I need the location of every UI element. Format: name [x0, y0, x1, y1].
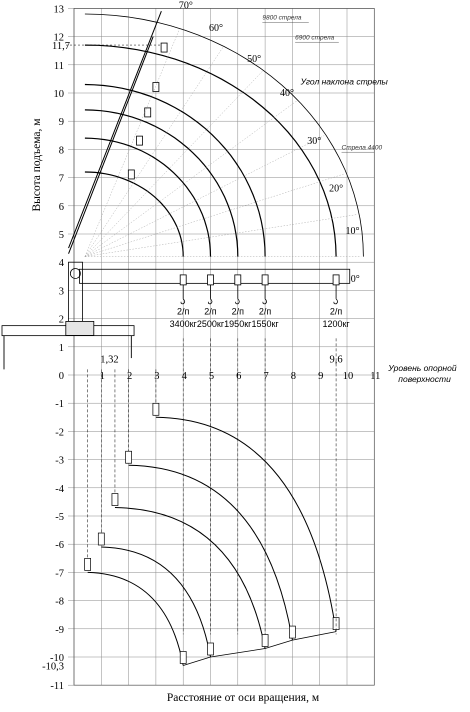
lower-hook-block — [126, 451, 132, 463]
y-tick-label: -6 — [55, 540, 64, 552]
outer-envelope-arc — [85, 14, 364, 257]
load-parts-label: 2/п — [258, 306, 272, 317]
y-tick-label: -5 — [55, 512, 64, 523]
lower-hook-block — [85, 558, 91, 570]
y-tick-label: 3 — [58, 286, 64, 298]
y-tick-label: 0 — [58, 371, 64, 382]
hook-block — [161, 43, 167, 52]
x-tick-label: 1 — [99, 371, 105, 382]
upper-working-zone — [69, 11, 364, 304]
boom-angle-label: 10° — [345, 226, 360, 237]
load-parts-label: 2/п — [177, 306, 190, 317]
lower-hook-block — [262, 635, 268, 647]
support-level-label: Уровень опорной — [388, 363, 457, 373]
y-tick-label: -11 — [50, 681, 64, 693]
y-tick-label: -10 — [50, 653, 64, 664]
axes — [42, 4, 380, 692]
x-tick-label: 4 — [181, 371, 187, 382]
load-capacity-label: 1950кг — [224, 319, 252, 330]
y-tick-label: 8 — [58, 145, 64, 157]
boom-note-4400: Стрела 4400 — [341, 144, 383, 152]
lower-hook-block — [98, 533, 104, 545]
lower-working-zone — [85, 338, 339, 665]
boom-angle-label: 30° — [307, 135, 322, 147]
hook-block — [145, 108, 151, 117]
boom-angle-label: 60° — [208, 22, 223, 34]
y-tick-label: -1 — [55, 399, 64, 411]
boom-angle-ray — [85, 47, 223, 257]
y-tick-label: 5 — [58, 230, 64, 241]
y-tick-label: 12 — [53, 32, 64, 44]
y-tick-label: -4 — [55, 483, 64, 495]
y-axis-title: Высота подъема, м — [31, 118, 43, 212]
boom-note-6900: 6900 стрела — [295, 34, 335, 42]
hook-block — [128, 170, 134, 179]
boom-angle-note: Угол наклона стрелы — [300, 76, 388, 87]
load-hook — [236, 299, 240, 304]
y-tick-label: 6 — [58, 201, 64, 213]
x-tick-label: 5 — [208, 371, 215, 382]
boom-pivot — [70, 268, 80, 278]
load-parts-label: 2/п — [231, 306, 244, 317]
x-axis-title: Расстояние от оси вращения, м — [166, 692, 320, 704]
y-tick-label: -9 — [55, 624, 64, 636]
y-special-label: -10,3 — [42, 661, 64, 673]
load-capacity-label: 3400кг — [169, 319, 197, 330]
lower-hook-block — [208, 643, 214, 655]
boom-angle-label: 20° — [329, 183, 344, 195]
boom-note-9800: 9800 стрела — [262, 14, 302, 22]
boom-angle-ray — [85, 71, 263, 256]
load-hook — [208, 299, 212, 304]
load-hook-block — [333, 275, 339, 285]
hook-block — [153, 83, 159, 92]
load-parts-label: 2/п — [329, 306, 343, 317]
lower-reach-arc — [156, 417, 336, 631]
x-special-label: 9,6 — [329, 354, 343, 366]
lower-reach-arc — [115, 508, 265, 649]
load-parts-label: 2/п — [204, 306, 217, 317]
y-tick-label: 1 — [58, 342, 64, 354]
load-hook — [334, 299, 338, 304]
x-tick-label: 8 — [290, 371, 297, 382]
load-capacity-label: 2500кг — [196, 319, 225, 330]
load-hook-block — [262, 275, 268, 285]
y-special-label: 11,7 — [52, 41, 70, 53]
load-capacity-label: 1200кг — [322, 319, 350, 330]
load-hook — [263, 299, 267, 304]
y-tick-label: -2 — [55, 427, 64, 439]
boom-angle-ray — [85, 215, 360, 257]
upper-reach-arc — [85, 110, 238, 257]
load-hook — [181, 299, 185, 304]
x-tick-label: 7 — [263, 371, 269, 382]
y-tick-label: 7 — [58, 173, 64, 185]
load-hook-block — [235, 275, 241, 285]
lower-hook-block — [289, 626, 295, 638]
x-tick-label: 11 — [370, 371, 381, 382]
y-tick-label: 4 — [58, 258, 64, 270]
boom-angle-label: 50° — [247, 53, 262, 65]
boom-angle-label: 0° — [350, 273, 360, 285]
y-tick-label: 2 — [58, 314, 64, 326]
y-tick-label: 13 — [53, 4, 64, 16]
boom-angle-label: 40° — [279, 87, 294, 99]
x-tick-label: 2 — [126, 371, 133, 382]
crane-base — [66, 321, 94, 335]
x-tick-label: 10 — [342, 371, 354, 382]
upper-reach-arc — [85, 85, 265, 257]
crane-body — [2, 262, 134, 369]
y-tick-label: 11 — [53, 60, 64, 72]
lower-hook-block — [112, 494, 118, 506]
upper-reach-arc — [85, 138, 211, 257]
load-capacity-label: 1550кг — [251, 319, 279, 330]
lower-hook-block — [153, 403, 159, 415]
boom-angle-ray — [85, 174, 345, 257]
y-tick-label: 10 — [53, 89, 64, 100]
support-level-label: поверхности — [398, 374, 451, 384]
boom-angle-ray — [85, 29, 179, 256]
labels — [170, 0, 457, 384]
y-tick-label: -8 — [55, 596, 64, 608]
x-special-label: 1,32 — [100, 354, 119, 366]
load-hook-block — [180, 275, 186, 285]
load-hook-block — [208, 275, 214, 285]
y-tick-label: 9 — [58, 117, 64, 129]
x-tick-label: 3 — [154, 371, 160, 382]
boom-angle-label: 70° — [178, 0, 193, 12]
y-tick-label: -3 — [55, 455, 64, 467]
grid — [68, 8, 374, 685]
hook-block — [137, 136, 143, 145]
x-tick-label: 6 — [236, 371, 242, 382]
y-tick-label: -7 — [55, 568, 64, 580]
boom-horizontal — [79, 269, 349, 283]
x-tick-label: 9 — [318, 371, 324, 382]
boom-angle-ray — [85, 136, 324, 257]
lower-hook-block — [180, 651, 186, 663]
lower-reach-arc — [88, 572, 184, 665]
